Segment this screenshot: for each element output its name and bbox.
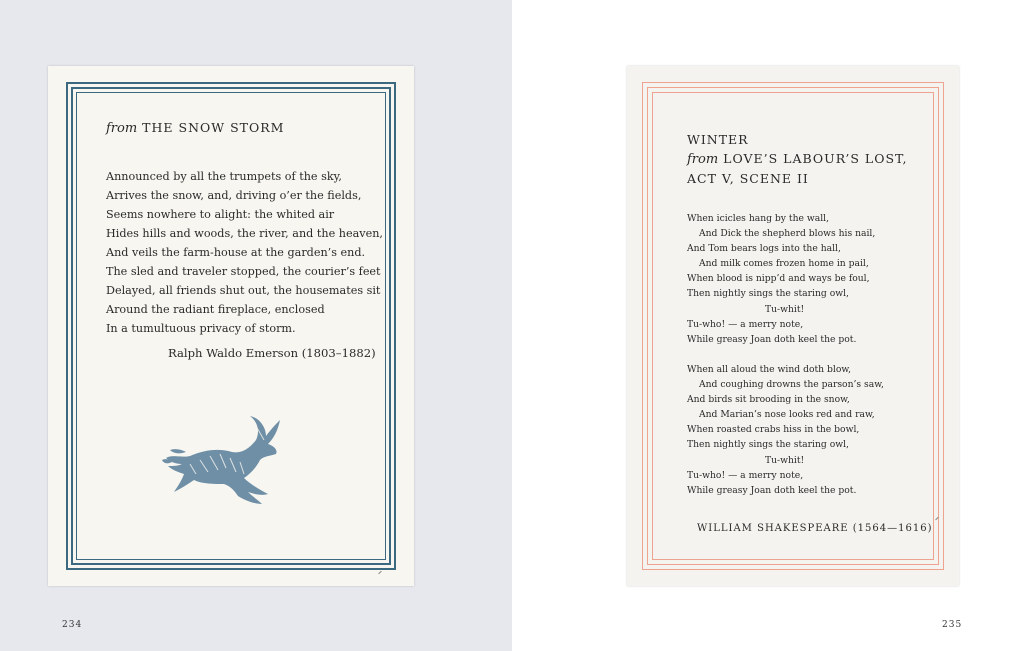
- poem-line: When all aloud the wind doth blow,: [687, 363, 852, 375]
- title-prefix: from: [687, 152, 719, 167]
- poem-line: While greasy Joan doth keel the pot.: [687, 333, 857, 345]
- poem-line: And Marian’s nose looks red and raw,: [699, 409, 875, 421]
- poem-line: And Tom bears logs into the hall,: [687, 243, 841, 255]
- poem-line: When icicles hang by the wall,: [687, 213, 830, 224]
- poem-line: Hides hills and woods, the river, and the heaven,: [106, 227, 383, 240]
- poem-line: And milk comes frozen home in pail,: [699, 258, 869, 270]
- title-line-2: LOVE’S LABOUR’S LOST,: [723, 151, 908, 166]
- poem-line: When blood is nipp’d and ways be foul,: [687, 273, 870, 285]
- poem-line: And birds sit brooding in the snow,: [687, 394, 850, 406]
- paper-mark: [378, 571, 382, 575]
- poem-line: Around the radiant fireplace, enclosed: [106, 303, 325, 316]
- poem-line: Tu-whit!: [765, 454, 805, 466]
- poem-card-left: [48, 66, 414, 586]
- poem-line: Tu-who! — a merry note,: [687, 469, 804, 481]
- poem-line: Then nightly sings the staring owl,: [687, 288, 849, 300]
- paper-mark: [935, 517, 939, 521]
- title-line-3: ACT V, SCENE II: [687, 171, 809, 186]
- poem-line: While greasy Joan doth keel the pot.: [687, 484, 857, 496]
- poem-line: In a tumultuous privacy of storm.: [106, 322, 296, 335]
- poem-author: WILLIAM SHAKESPEARE (1564—1616): [697, 523, 933, 534]
- poem-line: And veils the farm-house at the garden’s end.: [106, 246, 366, 259]
- poem-title: [687, 130, 908, 188]
- poem-title: [106, 120, 284, 136]
- poem-line: When roasted crabs hiss in the bowl,: [687, 424, 860, 436]
- poem-line: Seems nowhere to alight: the whited air: [106, 208, 335, 221]
- title-text: THE SNOW STORM: [142, 120, 285, 135]
- poem-body: [687, 211, 884, 498]
- page-number: 234: [62, 620, 83, 630]
- poem-line: The sled and traveler stopped, the courier’s feet: [106, 265, 381, 278]
- poem-card-right: [627, 66, 959, 586]
- poem-line: Then nightly sings the staring owl,: [687, 439, 849, 451]
- poem-line: And Dick the shepherd blows his nail,: [699, 228, 876, 240]
- poem-line: Announced by all the trumpets of the sky,: [106, 170, 342, 183]
- title-line-1: WINTER: [687, 132, 749, 147]
- poem-line: Tu-whit!: [765, 303, 805, 315]
- poem-line: And coughing drowns the parson’s saw,: [699, 379, 884, 391]
- poem-line: Arrives the snow, and, driving o’er the fields,: [106, 189, 362, 202]
- poem-author: Ralph Waldo Emerson (1803–1882): [168, 346, 376, 360]
- poem-body: [106, 167, 383, 338]
- title-prefix: from: [106, 121, 138, 136]
- stanza-break: [687, 347, 884, 362]
- leaping-hare-icon: [160, 414, 290, 506]
- page-number: 235: [942, 620, 963, 630]
- poem-line: Tu-who! — a merry note,: [687, 318, 804, 330]
- poem-line: Delayed, all friends shut out, the housemates sit: [106, 284, 381, 297]
